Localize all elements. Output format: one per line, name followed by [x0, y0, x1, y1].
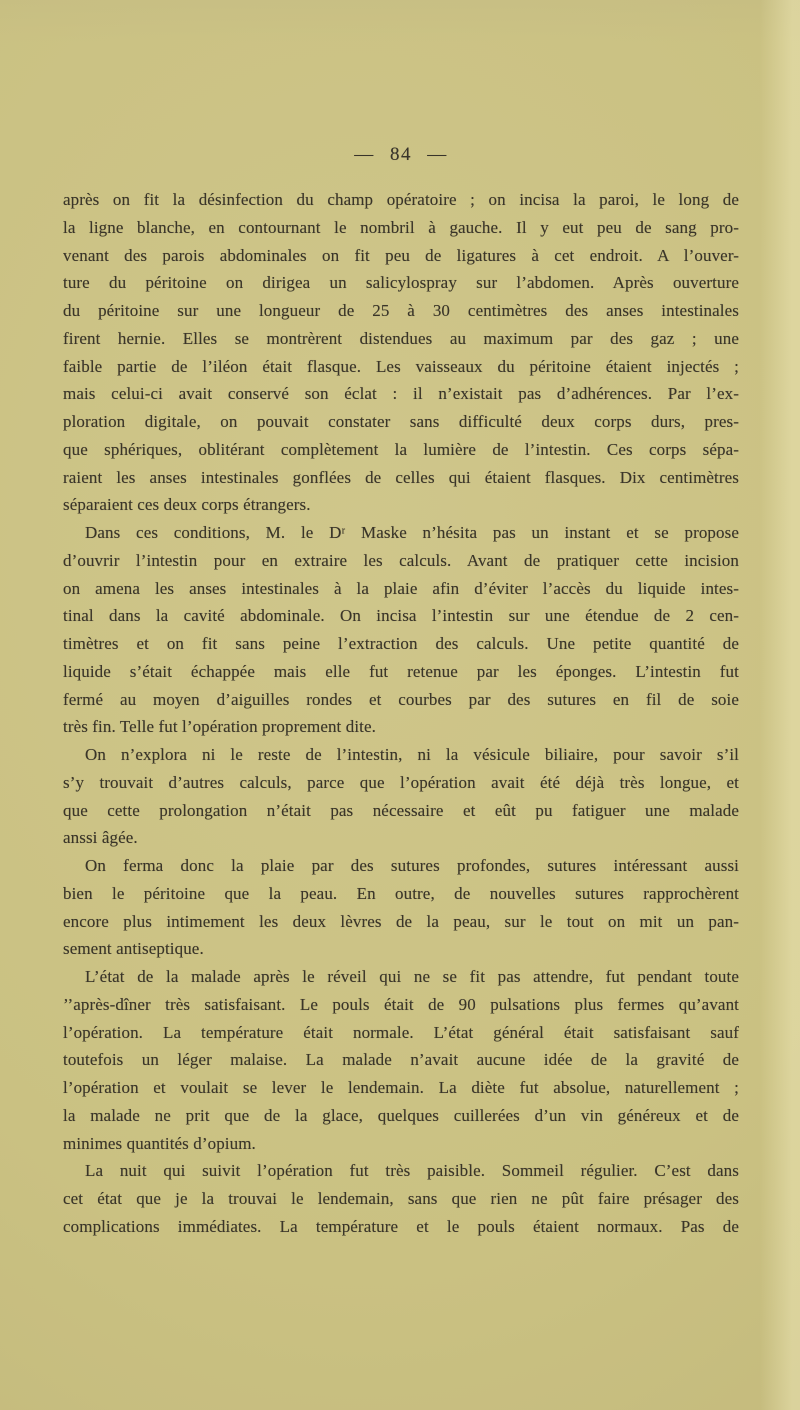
text-line: venant des parois abdominales on fit peu de ligatures à cet endroit. A l’ouver-	[63, 245, 739, 265]
text-line: toutefois un léger malaise. La malade n’avait aucune idée de la gravité de	[63, 1050, 739, 1070]
text-line: timètres et on fit sans peine l’extraction des calculs. Une petite quantité de	[63, 634, 739, 653]
text-line: d’ouvrir l’intestin pour en extraire les calculs. Avant de pratiquer cette incision	[63, 550, 739, 570]
text-line: après on fit la désinfection du champ opératoire ; on incisa la paroi, le long de	[63, 190, 739, 209]
text-line: que cette prolongation n’était pas nécessaire et eût pu fatiguer une malade	[63, 800, 739, 820]
text-line: ture du péritoine on dirigea un salicylospray sur l’abdomen. Après ouverture	[63, 273, 739, 293]
text-line: bien le péritoine que la peau. En outre, de nouvelles sutures rapprochèrent	[63, 883, 739, 903]
text-line: du péritoine sur une longueur de 25 à 30 centimètres des anses intestinales	[63, 301, 739, 320]
text-line: que sphériques, oblitérant complètement la lumière de l’intestin. Ces corps sépa-	[63, 439, 739, 459]
text-line: firent hernie. Elles se montrèrent distendues au maximum par des gaz ; une	[63, 328, 739, 348]
text-line: On ferma donc la plaie par des sutures profondes, sutures intéressant aussi	[85, 856, 739, 875]
text-line: liquide s’était échappée mais elle fut retenue par les éponges. L’intestin fut	[63, 661, 739, 681]
text-line: complications immédiates. La température et le pouls étaient normaux. Pas de	[63, 1216, 739, 1236]
text-line: la malade ne prit que de la glace, quelques cuillerées d’un vin généreux et de	[63, 1105, 739, 1125]
text-line: la ligne blanche, en contournant le nombril à gauche. Il y eut peu de sang pro-	[63, 217, 739, 237]
text-line: on amena les anses intestinales à la plaie afin d’éviter l’accès du liquide intes-	[63, 578, 739, 598]
text-line: s’y trouvait d’autres calculs, parce que l’opération avait été déjà très longue, et	[63, 772, 739, 792]
text-line: séparaient ces deux corps étrangers.	[63, 495, 311, 515]
text-line: cet état que je la trouvai le lendemain, sans que rien ne pût faire présager des	[63, 1189, 739, 1208]
text-line: l’opération et voulait se lever le lendemain. La diète fut absolue, naturellement ;	[63, 1078, 739, 1097]
text-line: anssi âgée.	[63, 828, 138, 848]
text-line: raient les anses intestinales gonflées de celles qui étaient flasques. Dix centimètres	[63, 467, 739, 487]
text-line: fermé au moyen d’aiguilles rondes et courbes par des sutures en fil de soie	[63, 689, 739, 709]
text-line: ’’après-dîner très satisfaisant. Le pouls était de 90 pulsations plus fermes qu’avant	[63, 994, 739, 1014]
text-line: minimes quantités d’opium.	[63, 1133, 256, 1153]
text-line: ploration digitale, on pouvait constater sans difficulté deux corps durs, pres-	[63, 412, 739, 431]
text-line: tinal dans la cavité abdominale. On incisa l’intestin sur une étendue de 2 cen-	[63, 606, 739, 626]
text-line: faible partie de l’iléon était flasque. Les vaisseaux du péritoine étaient injectés ;	[63, 356, 739, 376]
text-line: sement antiseptique.	[63, 939, 204, 959]
text-line: très fin. Telle fut l’opération proprement dite.	[63, 717, 376, 737]
text-line: Dans ces conditions, M. le Dʳ Maske n’hésita pas un instant et se propose	[85, 523, 739, 542]
text-line: encore plus intimement les deux lèvres de la peau, sur le tout on mit un pan-	[63, 911, 739, 931]
text-line: La nuit qui suivit l’opération fut très paisible. Sommeil régulier. C’est dans	[85, 1161, 739, 1181]
text-line: mais celui-ci avait conservé son éclat : il n’existait pas d’adhérences. Par l’ex-	[63, 384, 739, 404]
page-number: — 84 —	[354, 144, 448, 165]
text-line: l’opération. La température était normale. L’état général était satisfaisant sauf	[63, 1022, 739, 1042]
page-text	[63, 186, 739, 1241]
text-line: L’état de la malade après le réveil qui ne se fit pas attendre, fut pendant toute	[85, 967, 739, 986]
text-line: On n’explora ni le reste de l’intestin, ni la vésicule biliaire, pour savoir s’il	[85, 745, 739, 764]
